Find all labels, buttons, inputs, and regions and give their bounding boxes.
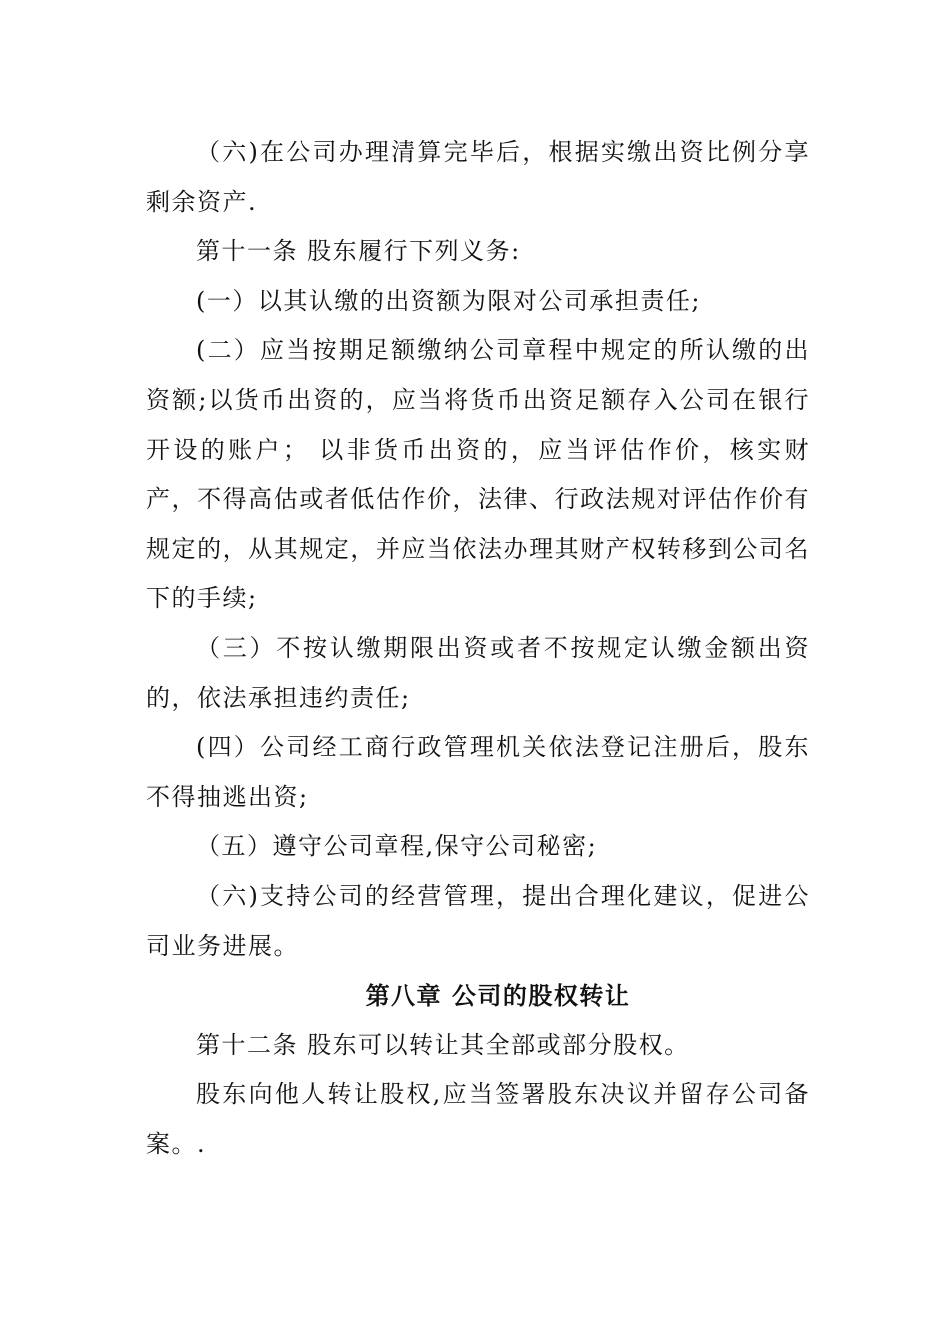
article-11-heading: 第十一条 股东履行下列义务:: [196, 237, 521, 266]
obligation-item-1: (一）以其认缴的出资额为限对公司承担责任;: [196, 286, 701, 315]
obligation-item-5: （五）遵守公司章程,保守公司秘密;: [196, 832, 598, 861]
obligation-item-3: （三）不按认缴期限出资或者不按规定认缴金额出资的，依法承担违约责任;: [146, 633, 810, 712]
obligation-item-6: （六)支持公司的经营管理，提出合理化建议，促进公司业务进展。: [146, 881, 810, 960]
chapter-heading: 第八章 公司的股权转让: [365, 981, 631, 1011]
obligation-item-4: (四）公司经工商行政管理机关依法登记注册后，股东不得抽逃出资;: [146, 733, 810, 811]
obligation-item-2: (二）应当按期足额缴纳公司章程中规定的所认缴的出资额;以货币出资的，应当将货币出资足额存入公司在银行开设的账户； 以非货币出资的，应当评估作价，核实财产，不得高估或者低估作价，法律、行政法规对评估作价有规定的，从其规定，并应当依法办理其财产权转移到公司名下的手续;: [146, 336, 810, 613]
article-12-text: 第十二条 股东可以转让其全部或部分股权。: [196, 1030, 690, 1059]
document-body: [146, 128, 810, 1169]
equity-transfer-text: 股东向他人转让股权,应当签署股东决议并留存公司备案。.: [146, 1080, 810, 1158]
paragraph-item-6-liquidation: （六)在公司办理清算完毕后，根据实缴出资比例分享剩余资产.: [146, 138, 810, 216]
